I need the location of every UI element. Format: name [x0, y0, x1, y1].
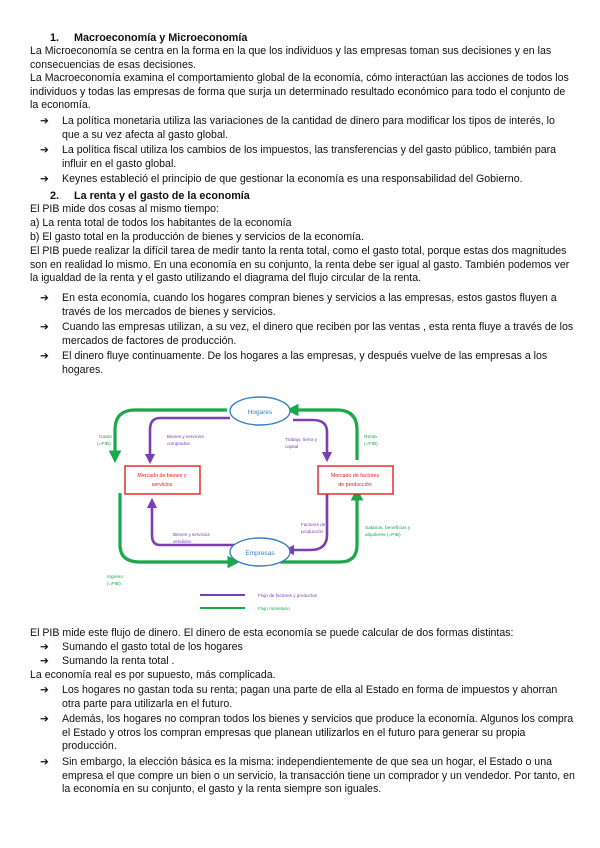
label-bienes-comprados-2: comprados: [167, 441, 190, 446]
list-item: [30, 321, 575, 348]
label-mercado-factores-1: Mercado de factores: [330, 473, 380, 479]
label-renta: Renta: [364, 435, 377, 440]
node-mercado-factores: [318, 466, 393, 494]
arrow-icon: ➔: [40, 641, 49, 653]
label-factores: Factores de: [301, 522, 326, 527]
label-mercado-factores-2: de producción: [338, 482, 372, 488]
label-ingreso: Ingreso: [107, 575, 123, 580]
node-hogares: [230, 397, 290, 425]
list-item: [30, 292, 575, 319]
section-2-bullets: [30, 292, 575, 380]
paragraph-macroeconomia: La Macroeconomía examina el comportamiento global de la economía, cómo interactúan las acciones de todos los individuos y todas las empresas de forma que surja un determinado resultado económico para todo el conjunto de la economía.: [30, 72, 569, 112]
list-item-text: Además, los hogares no compran todos los bienes y servicios que produce la economía. Algunos los compra el Estado y otros los compran empresas que planean utilizarlos en el futuro para generar su propia producción.: [62, 713, 574, 753]
label-ingreso-pib: (=PIB): [107, 582, 121, 587]
list-item: [30, 641, 575, 655]
legend-monetario: Flujo monetario: [258, 606, 290, 611]
arrow-bienes-comprados: [150, 418, 230, 460]
list-item: [30, 655, 575, 669]
section-1-title: Macroeconomía y Microeconomía: [74, 32, 248, 44]
section-1-heading: [50, 32, 247, 46]
list-item-text: La política fiscal utiliza los cambios de los impuestos, las transferencias y del gasto público, también para influir en el gasto global.: [62, 144, 557, 170]
paragraph-gasto-total: b) El gasto total en la producción de bienes y servicios de la economía.: [30, 231, 364, 243]
sum-bullets: [30, 641, 575, 668]
list-item: [30, 713, 575, 754]
list-item-text: En esta economía, cuando los hogares compran bienes y servicios a las empresas, estos gastos fluyen a través de los mercados de bienes y servicios.: [62, 292, 557, 318]
paragraph-pib-flujo: El PIB mide este flujo de dinero. El dinero de esta economía se puede calcular de dos formas distintas:: [30, 627, 514, 639]
list-item-text: Sin embargo, la elección básica es la misma: independientemente de que sea un hogar, el Estado o una empresa el que compre un bien o un servicio, la transacción tiene un comprador y un vendedor. Por tanto, en la economía en su conjunto, el gasto y la renta siempre son iguales.: [62, 755, 575, 796]
list-item: [30, 756, 575, 797]
list-item-text: El dinero fluye continuamente. De los hogares a las empresas, y después vuelve de las empresas a los hogares.: [62, 350, 548, 376]
label-produccion: producción: [301, 529, 324, 534]
label-salarios: Salarios, beneficios y: [365, 526, 411, 531]
arrow-icon: ➔: [40, 684, 49, 696]
label-mercado-bienes-2: servicios: [151, 482, 173, 488]
arrow-icon: ➔: [40, 173, 49, 186]
circular-flow-diagram: [97, 390, 435, 620]
arrow-ingreso: [120, 493, 235, 562]
arrow-salarios: [280, 493, 357, 562]
paragraph-pib-realizar: El PIB puede realizar la difícil tarea de medir tanto la renta total, como el gasto total, porque estas dos magnitudes son en realidad lo mismo. En una economía en su conjunto, la renta debe ser igual al gasto. También podemos ver la igualdad de la renta y el gasto utilizando el diagrama del flujo circular de la renta.: [30, 245, 570, 285]
section-2-heading: [50, 190, 250, 204]
paragraph-pib-mide: El PIB mide dos cosas al mismo tiempo:: [30, 203, 219, 215]
list-item-text: Cuando las empresas utilizan, a su vez, el dinero que reciben por las ventas , esta renta fluye a través de los mercados de factores de producción.: [62, 321, 574, 347]
label-renta-pib: (=PIB): [364, 442, 378, 447]
paragraph-renta-total: a) La renta total de todos los habitantes de la economía: [30, 217, 292, 229]
paragraph-economia-real: La economía real es por supuesto, más complicada.: [30, 669, 276, 681]
arrow-bienes-vendidos: [152, 502, 235, 545]
arrow-renta: [291, 410, 357, 460]
label-mercado-bienes-1: Mercado de bienes y: [137, 473, 187, 479]
section-2-title: La renta y el gasto de la economía: [74, 190, 250, 202]
node-empresas: [230, 538, 290, 566]
arrow-icon: ➔: [40, 292, 49, 304]
arrow-icon: ➔: [40, 350, 49, 363]
label-empresas: Empresas: [245, 550, 275, 557]
list-item-text: Los hogares no gastan toda su renta; pagan una parte de ella al Estado en forma de impuestos y ahorran otra parte para utilizarla en el futuro.: [62, 684, 558, 710]
list-item: [30, 115, 575, 142]
label-hogares: Hogares: [247, 409, 273, 416]
label-capital: capital: [285, 444, 299, 449]
section-1-bullets: [30, 115, 575, 189]
label-bienes-vendidos: Bienes y servicios: [173, 532, 210, 537]
legend: [200, 593, 318, 611]
list-item: [30, 350, 575, 377]
list-item: [30, 173, 575, 187]
arrow-icon: ➔: [40, 115, 49, 127]
legend-factores: Flujo de factores y productos: [258, 593, 317, 598]
list-item: [30, 684, 575, 711]
list-item: [30, 144, 575, 171]
label-gasto: Gasto: [99, 435, 112, 440]
arrow-icon: ➔: [40, 755, 49, 768]
arrow-icon: ➔: [40, 713, 49, 726]
label-salarios-pib: alquileres (=PIB): [365, 533, 401, 538]
list-item-text: Sumando el gasto total de los hogares: [62, 641, 243, 653]
arrow-icon: ➔: [40, 321, 49, 334]
section-2-number: 2.: [50, 190, 60, 202]
list-item-text: Sumando la renta total .: [62, 654, 175, 667]
label-bienes-comprados: Bienes y servicios: [167, 434, 204, 439]
node-mercado-bienes: [125, 466, 200, 494]
label-trabajo: Trabajo, tierra y: [285, 437, 317, 442]
list-item-text: La política monetaria utiliza las variaciones de la cantidad de dinero para modificar los tipos de interés, lo que a su vez afecta al gasto global.: [62, 115, 555, 141]
arrow-icon: ➔: [40, 654, 49, 667]
paragraph-microeconomia: La Microeconomía se centra en la forma en la que los individuos y las empresas toman sus decisiones y en las consecuencias de esas decisiones.: [30, 45, 552, 71]
section-1-number: 1.: [50, 32, 60, 44]
label-gasto-pib: (=PIB): [97, 442, 111, 447]
complication-bullets: [30, 684, 575, 799]
arrow-icon: ➔: [40, 144, 49, 157]
label-bienes-vendidos-2: vendidos: [173, 539, 192, 544]
list-item-text: Keynes estableció el principio de que gestionar la economía es una responsabilidad del Gobierno.: [62, 173, 523, 186]
